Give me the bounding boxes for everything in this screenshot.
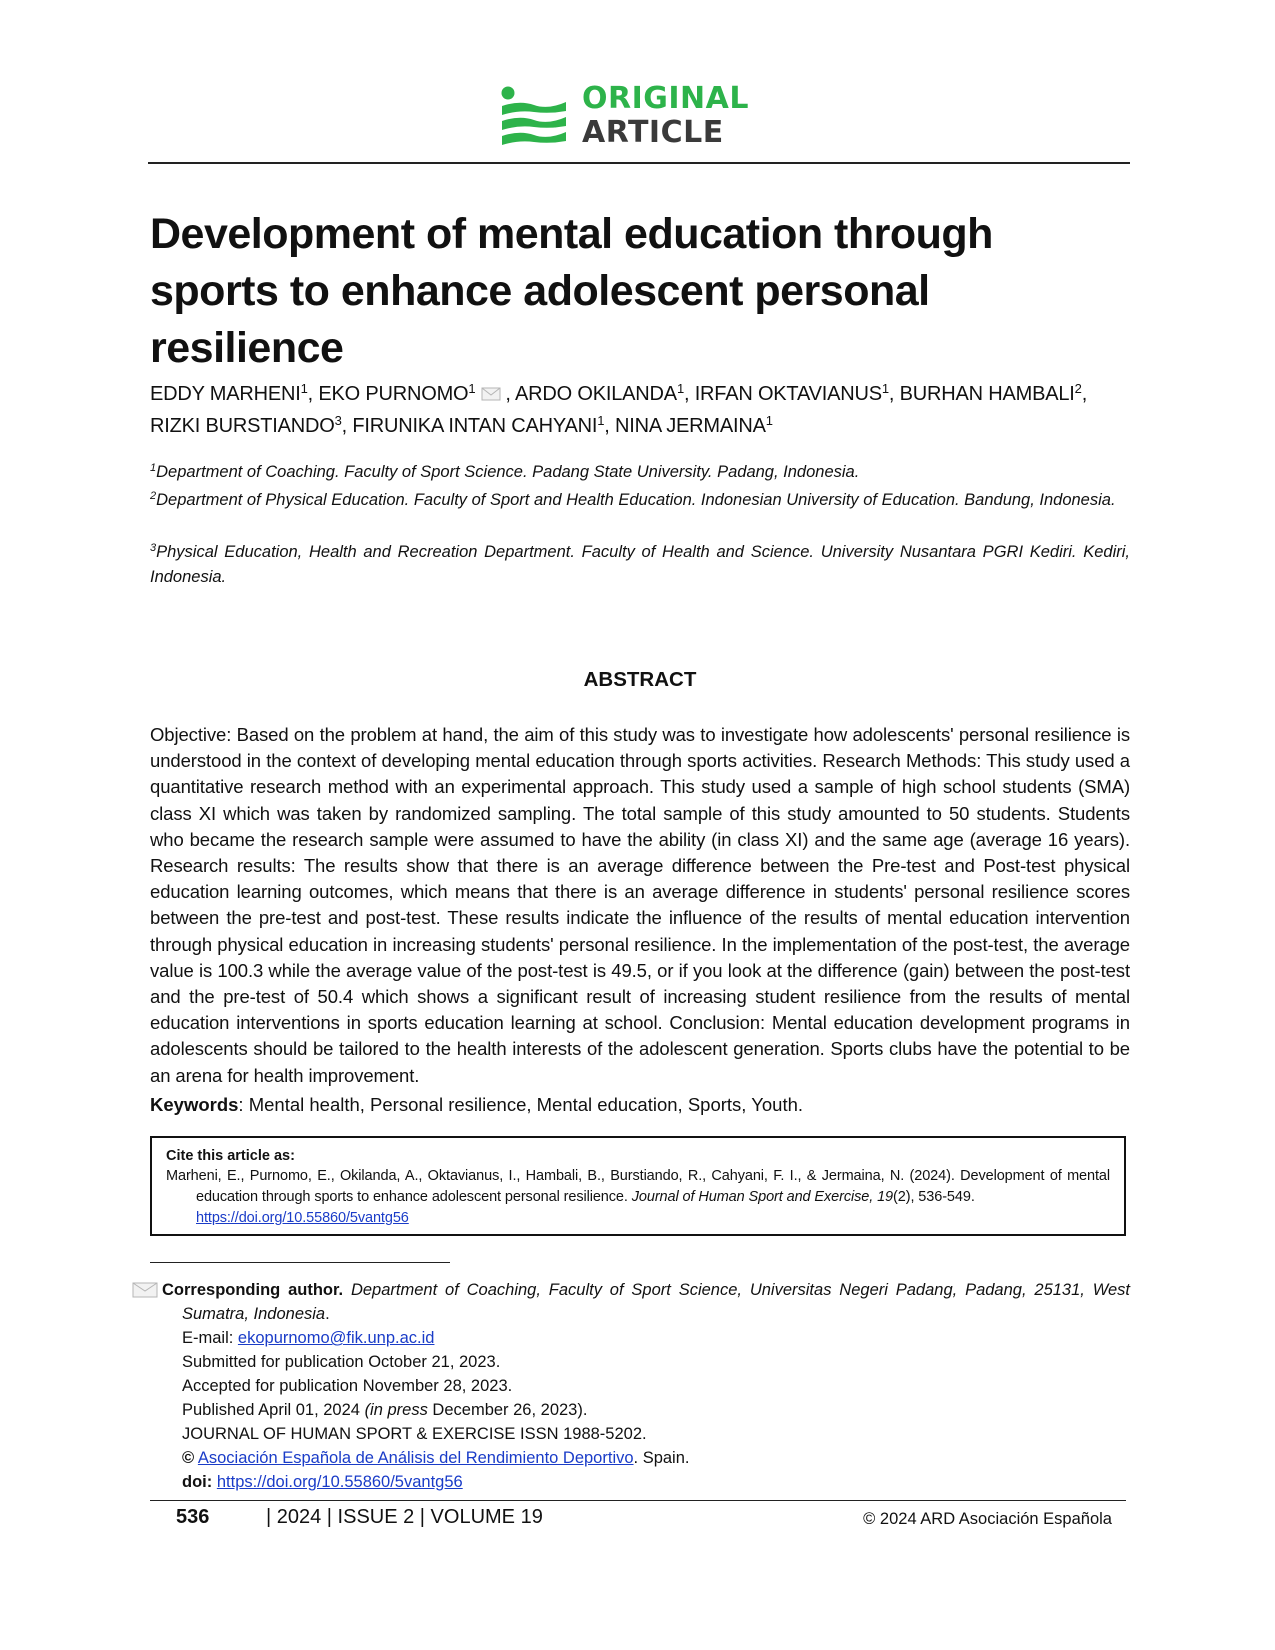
envelope-icon[interactable] [481,387,501,401]
footnote-block [162,1278,1130,1494]
doi-link[interactable]: https://doi.org/10.55860/5vantg56 [216,1473,463,1491]
copyright-icon: © [182,1449,195,1467]
citation-box [150,1136,1126,1236]
keywords-list: : Mental health, Personal resilience, Mental education, Sports, Youth. [238,1094,804,1115]
author-name: EKO PURNOMO [318,383,469,405]
affiliation-text: Department of Physical Education. Faculty of Sport and Health Education. Indonesian University of Education. Bandung, Indonesia. [156,491,1116,509]
citation-body: Marheni, E., Purnomo, E., Okilanda, A., Oktavianus, I., Hambali, B., Burstiando, R., Cahyani, F. I., & Jermaina, N. (2024). Development of mental education through sports to enhance adolescent personal resilience. [166,1168,1110,1205]
author-affil-sup: 3 [334,413,342,428]
affiliation-sup: 3 [150,542,157,554]
author-affil-sup: 2 [1074,381,1082,396]
author-name: NINA JERMAINA [614,415,766,437]
abstract-body: Objective: Based on the problem at hand, the aim of this study was to investigate how adolescents' personal resilience is understood in the context of developing mental education through sports activities. Research Methods: This study used a quantitative research method with an experimental approach. This study used a sample of high school students (SMA) class XI which was taken by randomized sampling. The total sample of this study amounted to 50 students. Students who became the research sample were assumed to have the ability (in class XI) and the same age (average 16 years). Research results: The results show that there is an average difference between the Pre-test and Post-test physical education learning outcomes, which means that there is an average difference in students' personal resilience scores between the pre-test and post-test. These results indicate the influence of the results of mental education intervention through physical education in increasing students' personal resilience. In the implementation of the post-test, the average value is 100.3 while the average value of the post-test is 49.5, or if you look at the difference (gain) between the post-test and the pre-test of 50.4 which shows a significant result of increasing student resilience from the results of mental education interventions in sports education learning at school. Conclusion: Mental education development programs in adolescents should be tailored to the health interests of the adolescent generation. Sports clubs have the potential to be an arena for health improvement. [150,724,1130,1086]
citation-text [166,1166,1110,1229]
author-name: ARDO OKILANDA [515,383,677,405]
author-affil-sup: 1 [468,381,476,396]
journal-issn-line: JOURNAL OF HUMAN SPORT & EXERCISE ISSN 1988-5202. [182,1425,647,1443]
affiliation-sup: 2 [150,490,157,502]
doi-label: doi: [182,1473,213,1491]
email-label: E-mail: [182,1329,238,1347]
author-name: EDDY MARHENI [150,383,301,405]
author-affil-sup: 1 [881,381,889,396]
submitted-line: Submitted for publication October 21, 2023. [182,1353,501,1371]
author-name: BURHAN HAMBALI [899,383,1075,405]
affiliation-1 [150,460,1130,485]
email-link[interactable]: ekopurnomo@fik.unp.ac.id [237,1329,435,1347]
citation-heading: Cite this article as: [166,1148,295,1164]
citation-doi-link[interactable]: https://doi.org/10.55860/5vantg56 [196,1210,409,1226]
footer-copyright: © 2024 ARD Asociación Española [863,1510,1112,1528]
affiliation-text: Department of Coaching. Faculty of Sport Science. Padang State University. Padang, Indonesia. [156,463,860,481]
email-line [162,1326,1130,1350]
doi-line [162,1470,1130,1494]
original-article-badge [500,82,790,154]
author-affil-sup: 1 [597,413,605,428]
author-affil-sup: 1 [676,381,684,396]
author-name: FIRUNIKA INTAN CAHYANI [352,415,598,437]
abstract-heading: ABSTRACT [583,668,697,691]
affiliation-sup: 1 [150,462,157,474]
citation-issue: (2), 536-549. [893,1189,975,1205]
keywords-line [150,1092,1130,1118]
author-affil-sup: 1 [300,381,308,396]
issue-info: | 2024 | ISSUE 2 | VOLUME 19 [266,1506,543,1528]
stripes-logo-icon [500,86,568,148]
citation-journal: Journal of Human Sport and Exercise, 19 [631,1189,894,1205]
published-date: Published April 01, 2024 [182,1401,365,1419]
corresponding-address: Department of Coaching, Faculty of Sport Science, Universitas Negeri Padang, Padang, 25131, West Sumatra, Indonesia [182,1281,1130,1323]
article-title: Development of mental education through sports to enhance adolescent personal resilience [150,210,993,372]
footnote-rule [150,1262,450,1263]
corresponding-author: Corresponding author. Department of Coaching, Faculty of Sport Science, Universitas Negeri Padang, Padang, 25131, West Sumatra, Indonesia. [162,1281,1130,1323]
affiliation-2 [150,488,1130,513]
envelope-icon [132,1282,158,1298]
in-press-label: (in press [364,1401,428,1419]
in-press-date: December 26, 2023). [427,1401,588,1419]
copyright-line [162,1446,1130,1470]
keywords-label: Keywords [150,1094,239,1115]
affiliation-3 [150,540,1130,590]
author-affil-sup: 1 [765,413,773,428]
affiliation-text: Physical Education, Health and Recreation Department. Faculty of Health and Science. University Nusantara PGRI Kediri. Kediri, Indonesia. [150,543,1130,586]
publisher-link[interactable]: Asociación Española de Análisis del Rendimiento Deportivo [197,1449,634,1467]
author-list: EDDY MARHENI$^1$, EKO PURNOMO$^1$ , ARDO OKILANDA$^1$, IRFAN OKTAVIANUS$^1$, BURHAN HAMBALI$^2$, RIZKI BURSTIANDO$^3$, FIRUNIKA INTAN CAHYANI$^1$, NINA JERMAINA$^1$ [150,381,1088,437]
published-line [162,1398,1130,1422]
author-name: RIZKI BURSTIANDO [150,415,335,437]
accepted-line: Accepted for publication November 28, 2023. [182,1377,513,1395]
badge-word-article: ARTICLE [582,115,724,150]
author-name: IRFAN OKTAVIANUS [694,383,882,405]
badge-word-original: ORIGINAL [582,81,749,116]
page-number: 536 [176,1506,210,1528]
publisher-country: . Spain. [633,1449,690,1467]
header-rule [148,162,1130,164]
footer-rule [150,1500,1126,1501]
corresponding-label: Corresponding author. [162,1281,344,1299]
